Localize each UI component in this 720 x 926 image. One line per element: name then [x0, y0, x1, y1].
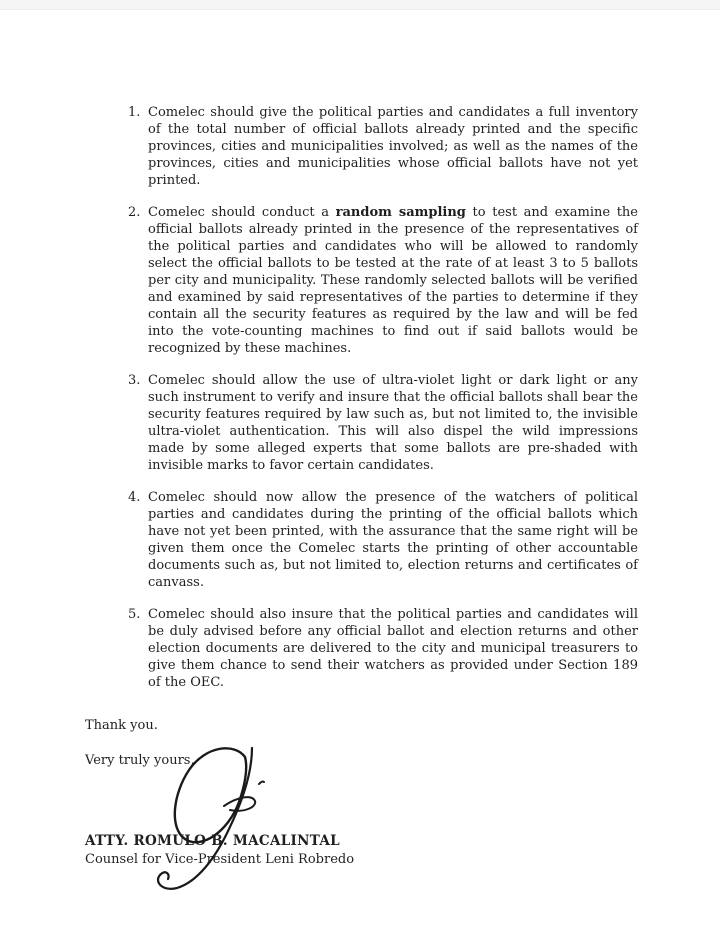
item-text-segment: Comelec should also insure that the political parties and candidates will be duly advised before any official ballot and election returns and other election documents are delivered to the city and municipal treasurers to give them chance to send their watchers as provided under Section 189 of the OEC.: [148, 607, 638, 690]
item-text: [148, 489, 638, 591]
signatory-title: Counsel for Vice-President Leni Robredo: [85, 852, 355, 867]
list-item: [85, 489, 638, 591]
item-text-segment: Comelec should allow the use of ultra-violet light or dark light or any such instrument to verify and insure that the official ballots shall bear the security features required by law such as, but not limited to, the invisible ultra-violet authentication. This will also dispel the wild impressions made by some alleged experts that some ballots are pre-shaded with invisible marks to favor certain candidates.: [148, 373, 638, 473]
item-number: 3.: [128, 373, 141, 388]
list-item: [85, 104, 638, 189]
item-text-bold-segment: random sampling: [335, 205, 466, 220]
signatory-name: ATTY. ROMULO B. MACALINTAL: [85, 833, 340, 849]
item-text-segment: Comelec should conduct a: [148, 205, 336, 220]
list-item: [85, 606, 638, 691]
list-item: [85, 204, 638, 357]
item-text: [148, 372, 638, 474]
closing-block: [85, 752, 638, 868]
scan-top-band: [0, 0, 720, 10]
thank-you-line: Thank you.: [85, 718, 158, 733]
item-text-segment: Comelec should now allow the presence of the watchers of political parties and candidates during the printing of the official ballots which have not yet been printed, with the assurance that the same right will be given them once the Comelec starts the printing of other accountable documents such as, but not limited to, election returns and certificates of canvass.: [148, 490, 638, 590]
item-number: 4.: [128, 490, 141, 505]
list-item: [85, 372, 638, 474]
numbered-list: [85, 104, 638, 691]
item-text: [148, 104, 638, 189]
item-number: 5.: [128, 607, 141, 622]
item-number: 2.: [128, 205, 141, 220]
item-text-segment: Comelec should give the political parties and candidates a full inventory of the total number of official ballots already printed and the specific provinces, cities and municipalities involved; as well as the names of the provinces, cities and municipalities whose official ballots have not yet printed.: [148, 105, 638, 188]
valediction: Very truly yours,: [85, 753, 195, 768]
item-text: [148, 606, 638, 691]
item-number: 1.: [128, 105, 141, 120]
item-text-segment: to test and examine the official ballots already printed in the presence of the representatives of the political parties and candidates who will be allowed to randomly select the official ballots to be tested at the rate of at least 3 to 5 ballots per city and municipality. These randomly selected ballots will be verified and examined by said representatives of the parties to determine if they contain all the security features as required by the law and will be fed into the vote-counting machines to find out if said ballots would be recognized by these machines.: [148, 205, 639, 356]
letter-page: [85, 104, 638, 868]
item-text: [148, 204, 638, 357]
